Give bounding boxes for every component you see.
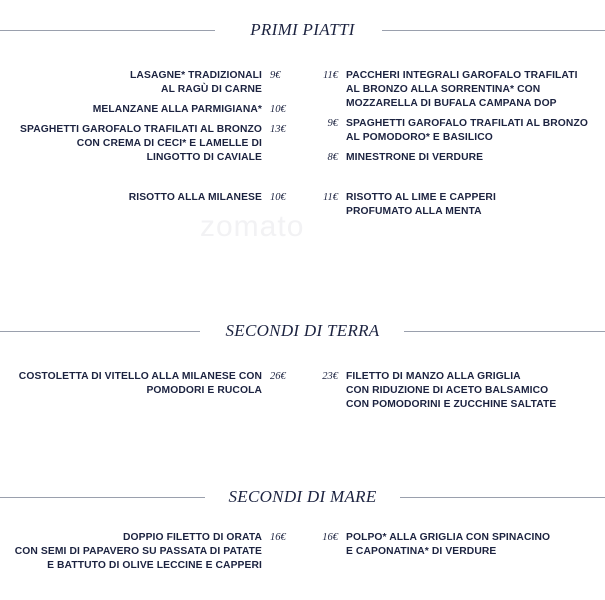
item-price: 10€ xyxy=(270,192,286,203)
item-price: 9€ xyxy=(270,70,281,81)
item-price: 13€ xyxy=(270,124,286,135)
item-name: RISOTTO ALLA MILANESE xyxy=(128,192,262,203)
item-price: 16€ xyxy=(270,532,286,543)
section-header-secondi-di-terra xyxy=(0,321,605,341)
item-name: SPAGHETTI GAROFALO TRAFILATI AL BRONZO AL POMODORO* E BASILICO xyxy=(346,118,588,143)
item-name: COSTOLETTA DI VITELLO ALLA MILANESE CON POMODORI E RUCOLA xyxy=(18,371,262,396)
item-name: MELANZANE ALLA PARMIGIANA* xyxy=(92,104,262,115)
item-name: MINESTRONE DI VERDURE xyxy=(346,152,484,163)
item-name: POLPO* ALLA GRIGLIA CON SPINACINO E CAPONATINA* DI VERDURE xyxy=(346,532,551,557)
divider-line xyxy=(400,497,605,498)
item-price: 26€ xyxy=(270,371,286,382)
item-name: DOPPIO FILETTO DI ORATA CON SEMI DI PAPAVERO SU PASSATA DI PATATE E BATTUTO DI OLIVE LECCINE E CAPPERI xyxy=(14,532,262,571)
item-name: SPAGHETTI GAROFALO TRAFILATI AL BRONZO CON CREMA DI CECI* E LAMELLE DI LINGOTTO DI CAVIALE xyxy=(20,124,262,163)
section-title: SECONDI DI MARE xyxy=(228,487,377,506)
item-name: PACCHERI INTEGRALI GAROFALO TRAFILATI AL BRONZO ALLA SORRENTINA* CON MOZZARELLA DI BUFALA CAMPANA DOP xyxy=(346,70,578,109)
section-header-secondi-di-mare xyxy=(0,487,605,507)
divider-line xyxy=(382,30,605,31)
section-header-primi-piatti xyxy=(0,20,605,40)
item-price: 16€ xyxy=(322,532,338,543)
item-price: 11€ xyxy=(323,70,338,81)
divider-line xyxy=(404,331,605,332)
item-price: 8€ xyxy=(327,152,338,163)
item-price: 9€ xyxy=(327,118,338,129)
item-name: LASAGNE* TRADIZIONALI AL RAGÙ DI CARNE xyxy=(130,70,262,95)
item-name: FILETTO DI MANZO ALLA GRIGLIA CON RIDUZIONE DI ACETO BALSAMICO CON POMODORINI E ZUCCHINE SALTATE xyxy=(346,371,557,410)
section-title: PRIMI PIATTI xyxy=(250,20,355,39)
item-price: 11€ xyxy=(323,192,338,203)
item-price: 23€ xyxy=(322,371,338,382)
item-name: RISOTTO AL LIME E CAPPERI PROFUMATO ALLA MENTA xyxy=(346,192,496,217)
item-price: 10€ xyxy=(270,104,286,115)
watermark: zomato xyxy=(200,210,305,243)
section-title: SECONDI DI TERRA xyxy=(225,321,380,340)
